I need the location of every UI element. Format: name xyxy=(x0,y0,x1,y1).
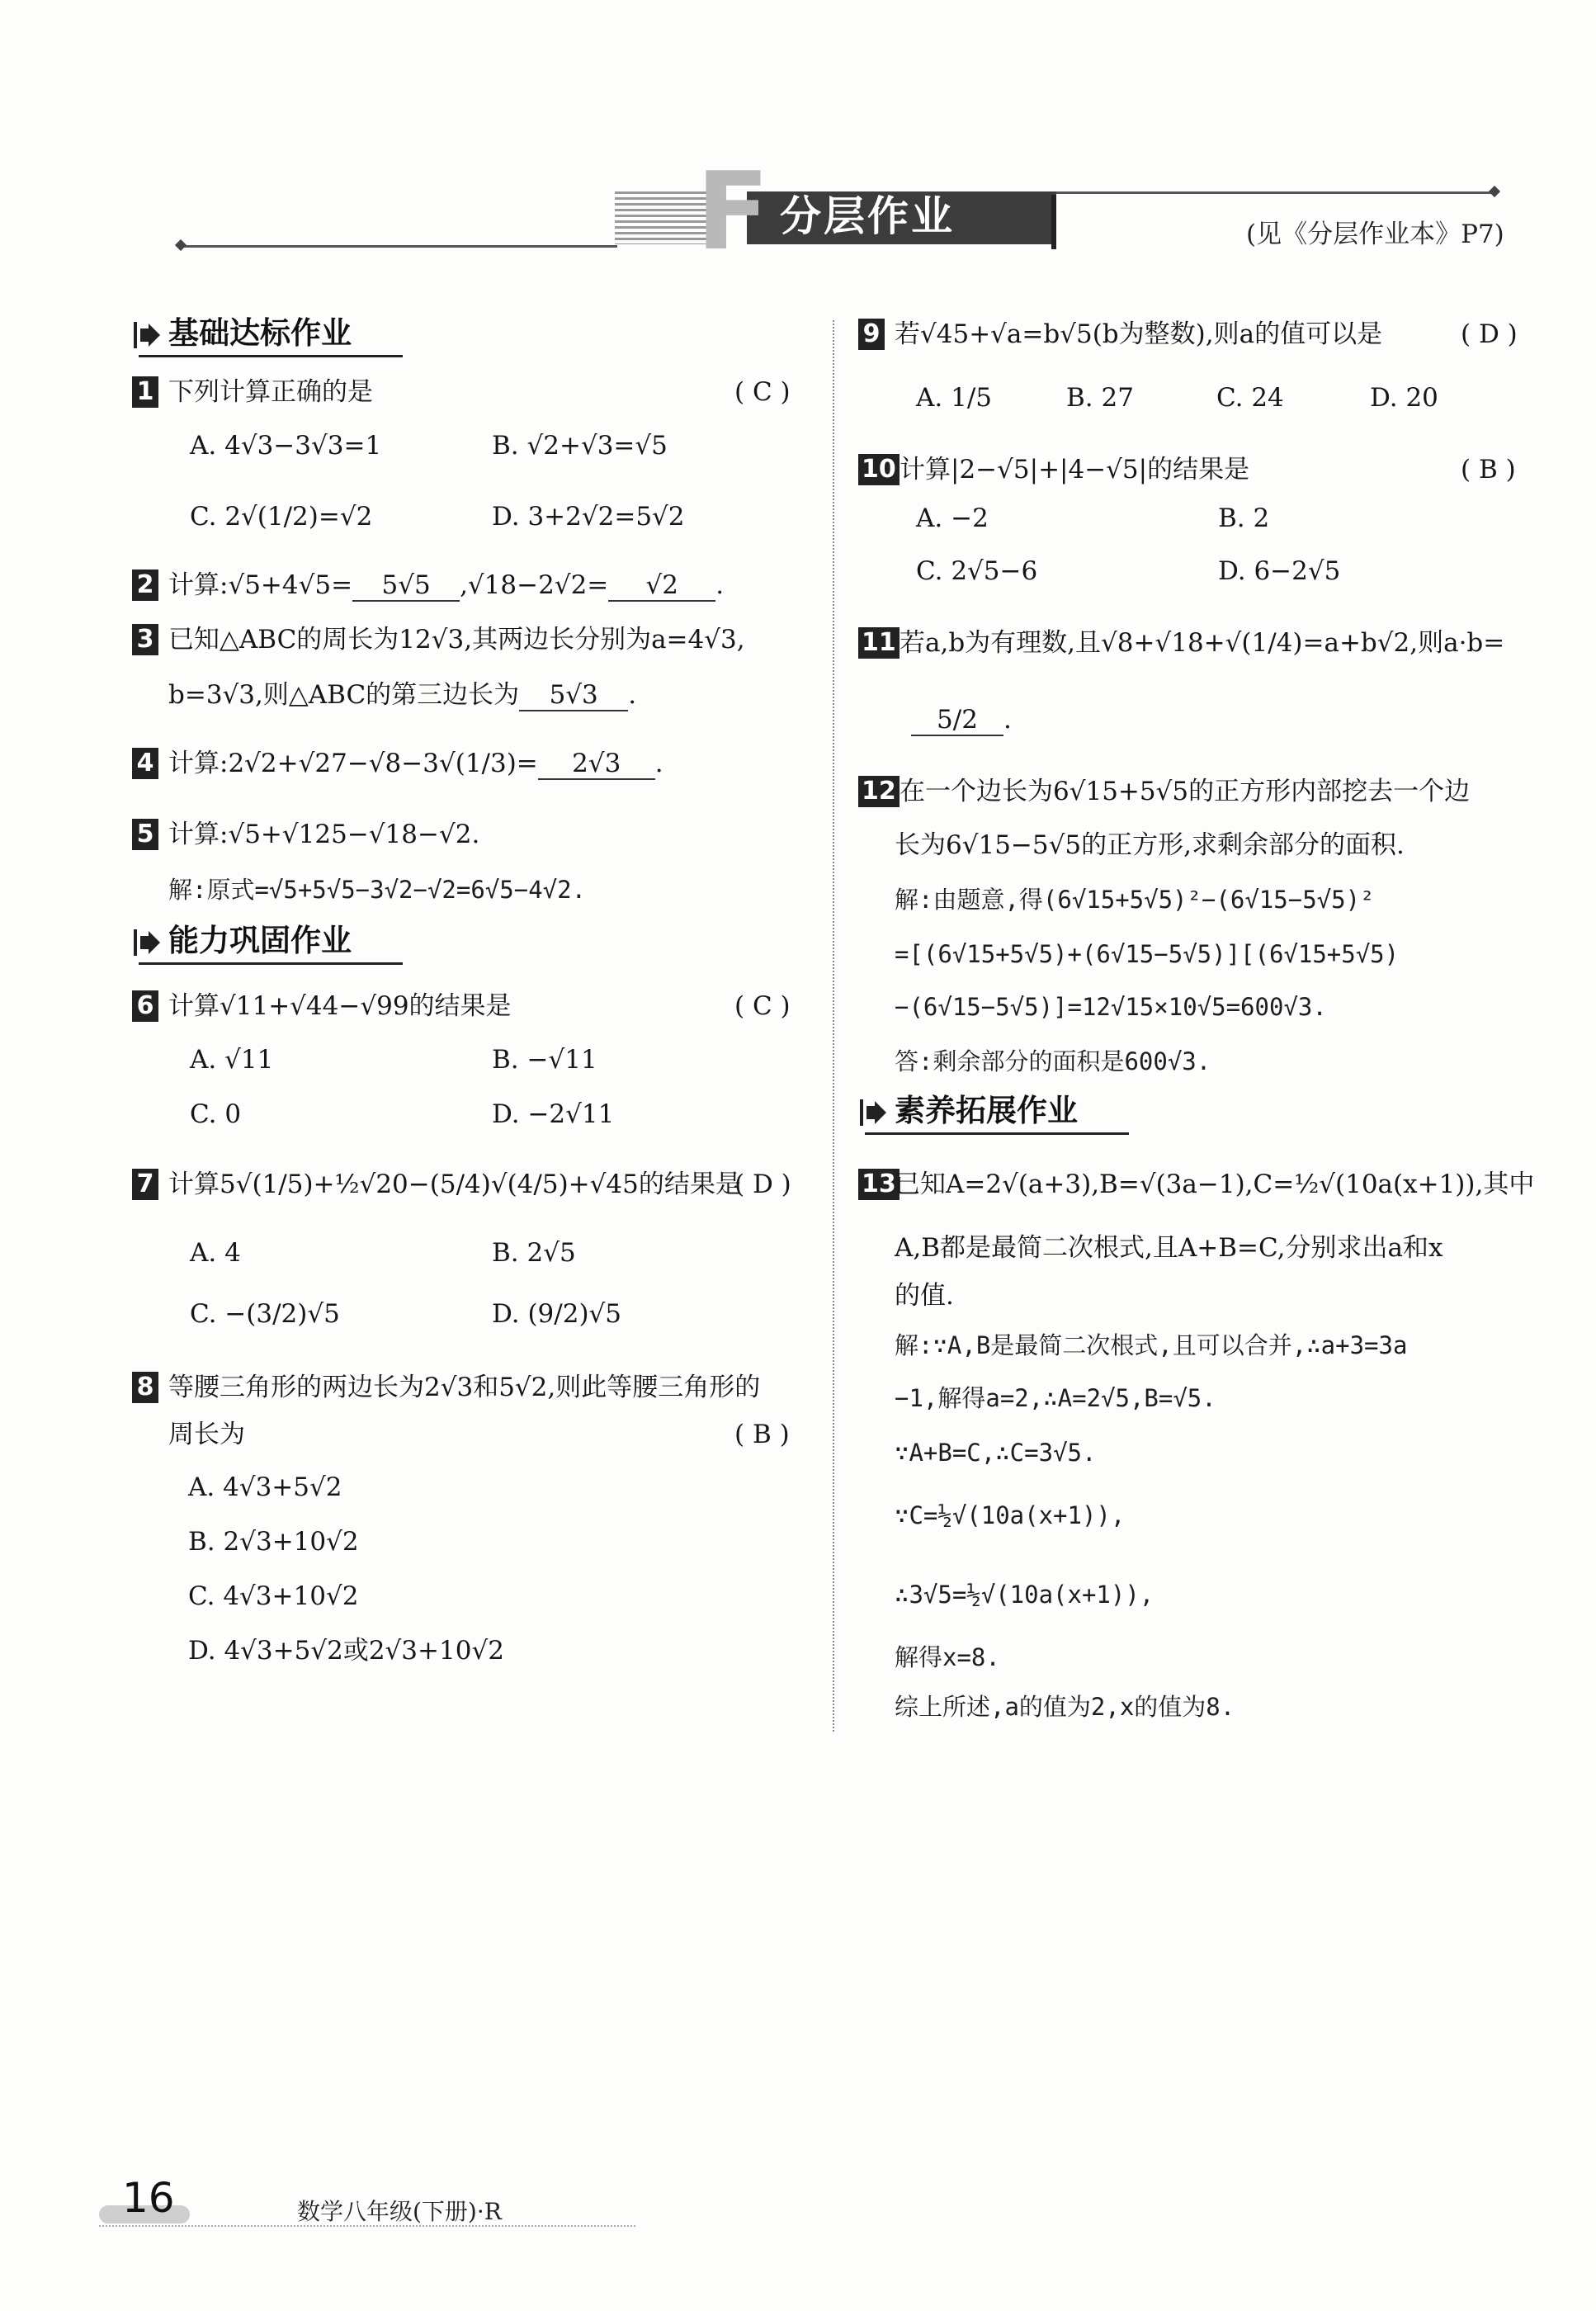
q7-option-d: D. (9/2)√5 xyxy=(492,1299,622,1329)
q1-answer: ( C ) xyxy=(734,377,791,407)
q6-answer: ( C ) xyxy=(734,991,791,1021)
q9-stem: 若√45+√a=b√5(b为整数),则a的值可以是 xyxy=(895,319,1383,349)
q8-option-d: D. 4√3+5√2或2√3+10√2 xyxy=(188,1636,504,1666)
q1-stem: 下列计算正确的是 xyxy=(168,377,373,407)
q9-option-a: A. 1/5 xyxy=(916,383,992,413)
section-arrow-icon xyxy=(858,1096,888,1129)
q2-stem-part2: ,√18−2√2= xyxy=(460,570,609,600)
section-arrow-icon xyxy=(132,926,162,959)
q7-option-a: A. 4 xyxy=(190,1238,241,1268)
q1-option-d: D. 3+2√2=5√2 xyxy=(492,502,685,532)
q12-line2: 长为6√15−5√5的正方形,求剩余部分的面积. xyxy=(895,830,1405,860)
q11-end: . xyxy=(1003,705,1012,735)
q3-blank: 5√3 xyxy=(519,680,628,711)
header-rule-left-dot xyxy=(175,239,187,251)
q12-solution-1: 解:由题意,得(6√15+5√5)²−(6√15−5√5)² xyxy=(895,886,1375,914)
question-number: 10 xyxy=(858,454,900,485)
q13-line2: A,B都是最简二次根式,且A+B=C,分别求出a和x xyxy=(895,1233,1443,1263)
page-number: 16 xyxy=(122,2174,175,2222)
q13-solution-5: ∴3√5=½√(10a(x+1)), xyxy=(895,1581,1155,1609)
q6-option-d: D. −2√11 xyxy=(492,1099,615,1129)
question-number: 11 xyxy=(858,627,900,659)
q4-blank: 2√3 xyxy=(538,749,655,780)
section-ability-title: 能力巩固作业 xyxy=(168,923,352,958)
q8-option-b: B. 2√3+10√2 xyxy=(188,1527,359,1557)
q12-solution-2: =[(6√15+5√5)+(6√15−5√5)][(6√15+5√5) xyxy=(895,940,1400,968)
question-number: 6 xyxy=(132,990,158,1022)
header-rule-right-dot xyxy=(1489,186,1500,197)
section-basic-title: 基础达标作业 xyxy=(168,315,352,351)
question-number: 8 xyxy=(132,1372,158,1403)
q13-solution-3: ∵A+B=C,∴C=3√5. xyxy=(895,1439,1097,1467)
section-ability xyxy=(132,921,404,966)
q13-solution-7: 综上所述,a的值为2,x的值为8. xyxy=(895,1693,1235,1721)
q12-solution-4: 答:剩余部分的面积是600√3. xyxy=(895,1047,1211,1075)
q2-blank2: √2 xyxy=(608,570,715,602)
q8-option-c: C. 4√3+10√2 xyxy=(188,1581,359,1611)
q13-line3: 的值. xyxy=(895,1281,954,1311)
page-title: 分层作业 xyxy=(780,192,955,240)
q10-stem: 计算|2−√5|+|4−√5|的结果是 xyxy=(900,455,1250,484)
q8-option-a: A. 4√3+5√2 xyxy=(188,1472,342,1502)
q6-stem: 计算√11+√44−√99的结果是 xyxy=(168,991,512,1021)
q11-answer-line xyxy=(911,703,1012,736)
q8-line1: 等腰三角形的两边长为2√3和5√2,则此等腰三角形的 xyxy=(168,1373,761,1402)
q4-line xyxy=(168,747,663,780)
q10-option-b: B. 2 xyxy=(1218,503,1270,533)
header-rule-right xyxy=(1056,191,1494,194)
q2-line xyxy=(168,569,724,602)
q10-option-a: A. −2 xyxy=(916,503,989,533)
q10-option-d: D. 6−2√5 xyxy=(1218,556,1341,586)
question-number: 4 xyxy=(132,748,158,779)
question-number: 2 xyxy=(132,569,158,601)
q11-blank: 5/2 xyxy=(911,705,1003,736)
q6-option-a: A. √11 xyxy=(190,1045,274,1075)
header-logo-letter: F xyxy=(696,149,770,274)
q8-line2: 周长为 xyxy=(168,1420,245,1449)
q2-blank1: 5√5 xyxy=(352,570,460,602)
q3-end: . xyxy=(628,680,637,710)
q13-solution-1: 解:∵A,B是最简二次根式,且可以合并,∴a+3=3a xyxy=(895,1331,1408,1359)
question-number: 3 xyxy=(132,624,158,655)
q7-answer: ( D ) xyxy=(734,1170,791,1199)
q13-solution-2: −1,解得a=2,∴A=2√5,B=√5. xyxy=(895,1384,1216,1412)
question-number: 7 xyxy=(132,1169,158,1200)
q13-solution-6: 解得x=8. xyxy=(895,1643,1000,1671)
section-basic xyxy=(132,314,404,358)
section-literacy-title: 素养拓展作业 xyxy=(895,1093,1078,1128)
header-title-bar-end xyxy=(1051,195,1056,249)
q9-answer: ( D ) xyxy=(1461,319,1518,349)
q10-option-c: C. 2√5−6 xyxy=(916,556,1038,586)
q5-stem: 计算:√5+√125−√18−√2. xyxy=(168,820,480,849)
section-ability-underline xyxy=(139,962,403,965)
q3-line2: b=3√3,则△ABC的第三边长为 xyxy=(168,680,520,710)
q9-option-b: B. 27 xyxy=(1066,383,1134,413)
section-literacy xyxy=(858,1091,1131,1136)
section-arrow-icon xyxy=(132,319,162,352)
q5-solution: 解:原式=√5+5√5−3√2−√2=6√5−4√2. xyxy=(168,876,587,904)
q1-option-c: C. 2√(1/2)=√2 xyxy=(190,502,373,532)
question-number: 9 xyxy=(858,319,885,350)
question-number: 1 xyxy=(132,376,158,408)
section-literacy-underline xyxy=(865,1132,1129,1135)
q3-line2-wrap xyxy=(168,678,636,711)
q1-option-a: A. 4√3−3√3=1 xyxy=(190,431,382,461)
column-divider xyxy=(833,320,834,1732)
q11-stem: 若a,b为有理数,且√8+√18+√(1/4)=a+b√2,则a·b= xyxy=(900,628,1505,658)
question-number: 12 xyxy=(858,776,900,807)
q7-option-c: C. −(3/2)√5 xyxy=(190,1299,340,1329)
q3-line1: 已知△ABC的周长为12√3,其两边长分别为a=4√3, xyxy=(168,625,745,655)
header-rule-left xyxy=(182,245,617,248)
q2-stem-part1: 计算:√5+4√5= xyxy=(168,570,353,600)
section-basic-underline xyxy=(139,355,403,357)
q2-end: . xyxy=(715,570,725,600)
q6-option-b: B. −√11 xyxy=(492,1045,597,1075)
q13-line1: 已知A=2√(a+3),B=√(3a−1),C=½√(10a(x+1)),其中 xyxy=(895,1170,1535,1199)
q13-solution-4: ∵C=½√(10a(x+1)), xyxy=(895,1501,1126,1529)
q10-answer: ( B ) xyxy=(1461,455,1516,484)
q9-option-c: C. 24 xyxy=(1216,383,1284,413)
q6-option-c: C. 0 xyxy=(190,1099,242,1129)
q9-option-d: D. 20 xyxy=(1370,383,1438,413)
q4-end: . xyxy=(654,749,663,778)
header-reference: (见《分层作业本》P7) xyxy=(1246,220,1504,249)
q12-solution-3: −(6√15−5√5)]=12√15×10√5=600√3. xyxy=(895,993,1327,1021)
footer-rule xyxy=(99,2225,635,2227)
question-number: 5 xyxy=(132,819,158,850)
footer-book-title: 数学八年级(下册)·R xyxy=(297,2198,502,2225)
q1-option-b: B. √2+√3=√5 xyxy=(492,431,668,461)
question-number: 13 xyxy=(858,1169,900,1200)
q8-answer: ( B ) xyxy=(734,1420,790,1449)
q7-stem: 计算5√(1/5)+½√20−(5/4)√(4/5)+√45的结果是 xyxy=(168,1170,741,1199)
q4-stem: 计算:2√2+√27−√8−3√(1/3)= xyxy=(168,749,538,778)
q7-option-b: B. 2√5 xyxy=(492,1238,576,1268)
q12-line1: 在一个边长为6√15+5√5的正方形内部挖去一个边 xyxy=(900,777,1471,806)
